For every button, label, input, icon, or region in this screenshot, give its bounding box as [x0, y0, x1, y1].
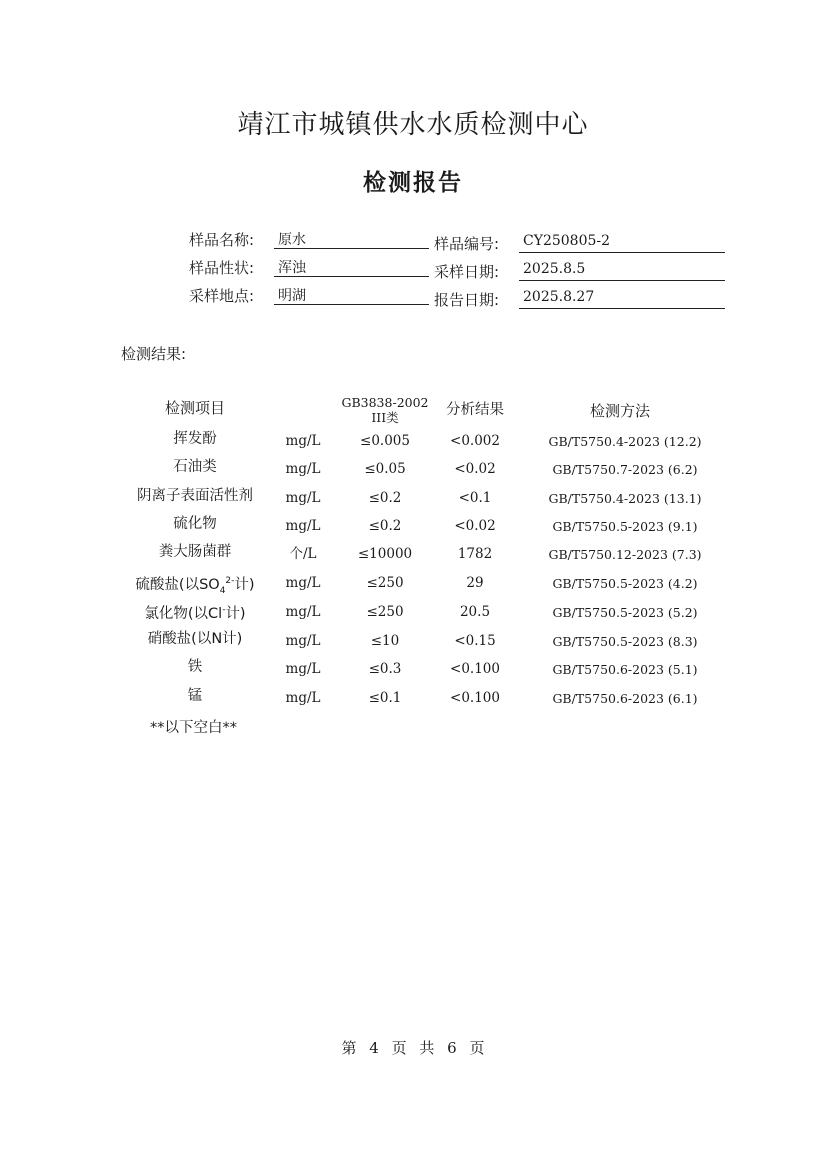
header-item: 检测项目 — [164, 399, 225, 417]
row-item: 粪大肠菌群 — [158, 544, 232, 560]
row-result: 1782 — [457, 546, 493, 562]
row-limit: ≤0.3 — [368, 661, 402, 677]
row-method: GB/T5750.5-2023 (5.2) — [552, 605, 698, 620]
sampling-date-value: 2025.8.5 — [519, 261, 725, 281]
header-result: 分析结果 — [446, 402, 504, 418]
header-method: 检测方法 — [589, 402, 650, 420]
row-method: GB/T5750.7-2023 (6.2) — [552, 462, 698, 477]
row-unit: mg/L — [285, 661, 321, 677]
sample-no-field — [434, 233, 725, 255]
sample-name-value: 原水 — [274, 229, 429, 249]
sample-nature-value: 浑浊 — [274, 257, 429, 277]
row-unit: mg/L — [285, 433, 321, 449]
row-item: 硝酸盐(以N计) — [147, 631, 243, 647]
report-date-label: 报告日期: — [434, 291, 500, 309]
row-result: <0.100 — [450, 661, 500, 677]
report-date-value: 2025.8.27 — [519, 289, 725, 309]
report-title: 检测报告 — [363, 170, 463, 196]
row-result: 20.5 — [459, 604, 491, 620]
sampling-site-label: 采样地点: — [189, 287, 255, 305]
row-limit: ≤10 — [370, 633, 400, 649]
row-result: <0.1 — [458, 490, 492, 506]
row-method: GB/T5750.12-2023 (7.3) — [548, 547, 702, 562]
row-limit: ≤250 — [366, 575, 404, 591]
sample-nature-label: 样品性状: — [189, 259, 255, 277]
row-method: GB/T5750.5-2023 (8.3) — [552, 634, 698, 649]
row-limit: ≤0.005 — [360, 433, 410, 449]
header-standard-line1: GB3838-2002 — [341, 395, 429, 410]
row-item-subscript: 4 — [219, 585, 226, 596]
row-method: GB/T5750.6-2023 (6.1) — [552, 691, 698, 706]
blank-below-note: **以下空白** — [150, 720, 237, 736]
header-standard-line2: III类 — [371, 410, 399, 425]
sample-name-label: 样品名称: — [189, 231, 255, 249]
sampling-site-field — [189, 285, 429, 307]
row-limit: ≤10000 — [357, 546, 413, 562]
row-unit: mg/L — [285, 690, 321, 706]
organization-title: 靖江市城镇供水水质检测中心 — [237, 110, 589, 140]
row-method: GB/T5750.4-2023 (12.2) — [548, 434, 702, 449]
results-section-label: 检测结果: — [121, 345, 187, 363]
row-item-suffix: 计) — [225, 606, 246, 622]
row-item-sulfate — [105, 572, 285, 596]
sampling-date-label: 采样日期: — [434, 263, 500, 281]
row-unit: mg/L — [285, 490, 321, 506]
row-method: GB/T5750.5-2023 (4.2) — [552, 576, 698, 591]
row-unit: mg/L — [285, 461, 321, 477]
row-item-prefix: 氯化物(以Cl — [144, 606, 223, 622]
row-unit: mg/L — [285, 633, 321, 649]
row-method: GB/T5750.4-2023 (13.1) — [548, 491, 702, 506]
sample-no-value: CY250805-2 — [519, 233, 725, 253]
row-result: <0.15 — [454, 633, 496, 649]
row-result: <0.100 — [450, 690, 500, 706]
row-limit: ≤250 — [366, 604, 404, 620]
row-item-superscript: 2- — [225, 576, 235, 586]
row-item: 锰 — [187, 688, 203, 704]
row-limit: ≤0.2 — [368, 518, 402, 534]
row-limit: ≤0.05 — [364, 461, 406, 477]
row-item: 挥发酚 — [173, 431, 217, 447]
row-item-prefix: 硫酸盐(以SO — [135, 577, 220, 593]
row-item: 石油类 — [173, 459, 217, 475]
row-limit: ≤0.2 — [368, 490, 402, 506]
row-method: GB/T5750.6-2023 (5.1) — [552, 662, 698, 677]
row-item-suffix: 计) — [234, 577, 255, 593]
row-item: 铁 — [187, 659, 203, 675]
page-number: 第 4 页 共 6 页 — [341, 1039, 485, 1057]
report-date-field — [434, 289, 725, 311]
row-item: 阴离子表面活性剂 — [137, 488, 253, 504]
sampling-date-field — [434, 261, 725, 283]
sample-no-label: 样品编号: — [434, 235, 500, 253]
row-result: <0.002 — [450, 433, 500, 449]
row-unit: 个/L — [289, 546, 317, 562]
row-item-chloride — [105, 601, 285, 622]
row-limit: ≤0.1 — [368, 690, 402, 706]
row-result: <0.02 — [454, 461, 496, 477]
row-method: GB/T5750.5-2023 (9.1) — [552, 519, 698, 534]
row-unit: mg/L — [285, 575, 321, 591]
sampling-site-value: 明湖 — [274, 285, 429, 305]
row-unit: mg/L — [285, 518, 321, 534]
row-unit: mg/L — [285, 604, 321, 620]
sample-name-field — [189, 229, 429, 251]
row-item: 硫化物 — [173, 516, 217, 532]
row-result: 29 — [466, 575, 484, 591]
sample-nature-field — [189, 257, 429, 279]
row-item-superscript: - — [222, 605, 226, 615]
row-result: <0.02 — [454, 518, 496, 534]
